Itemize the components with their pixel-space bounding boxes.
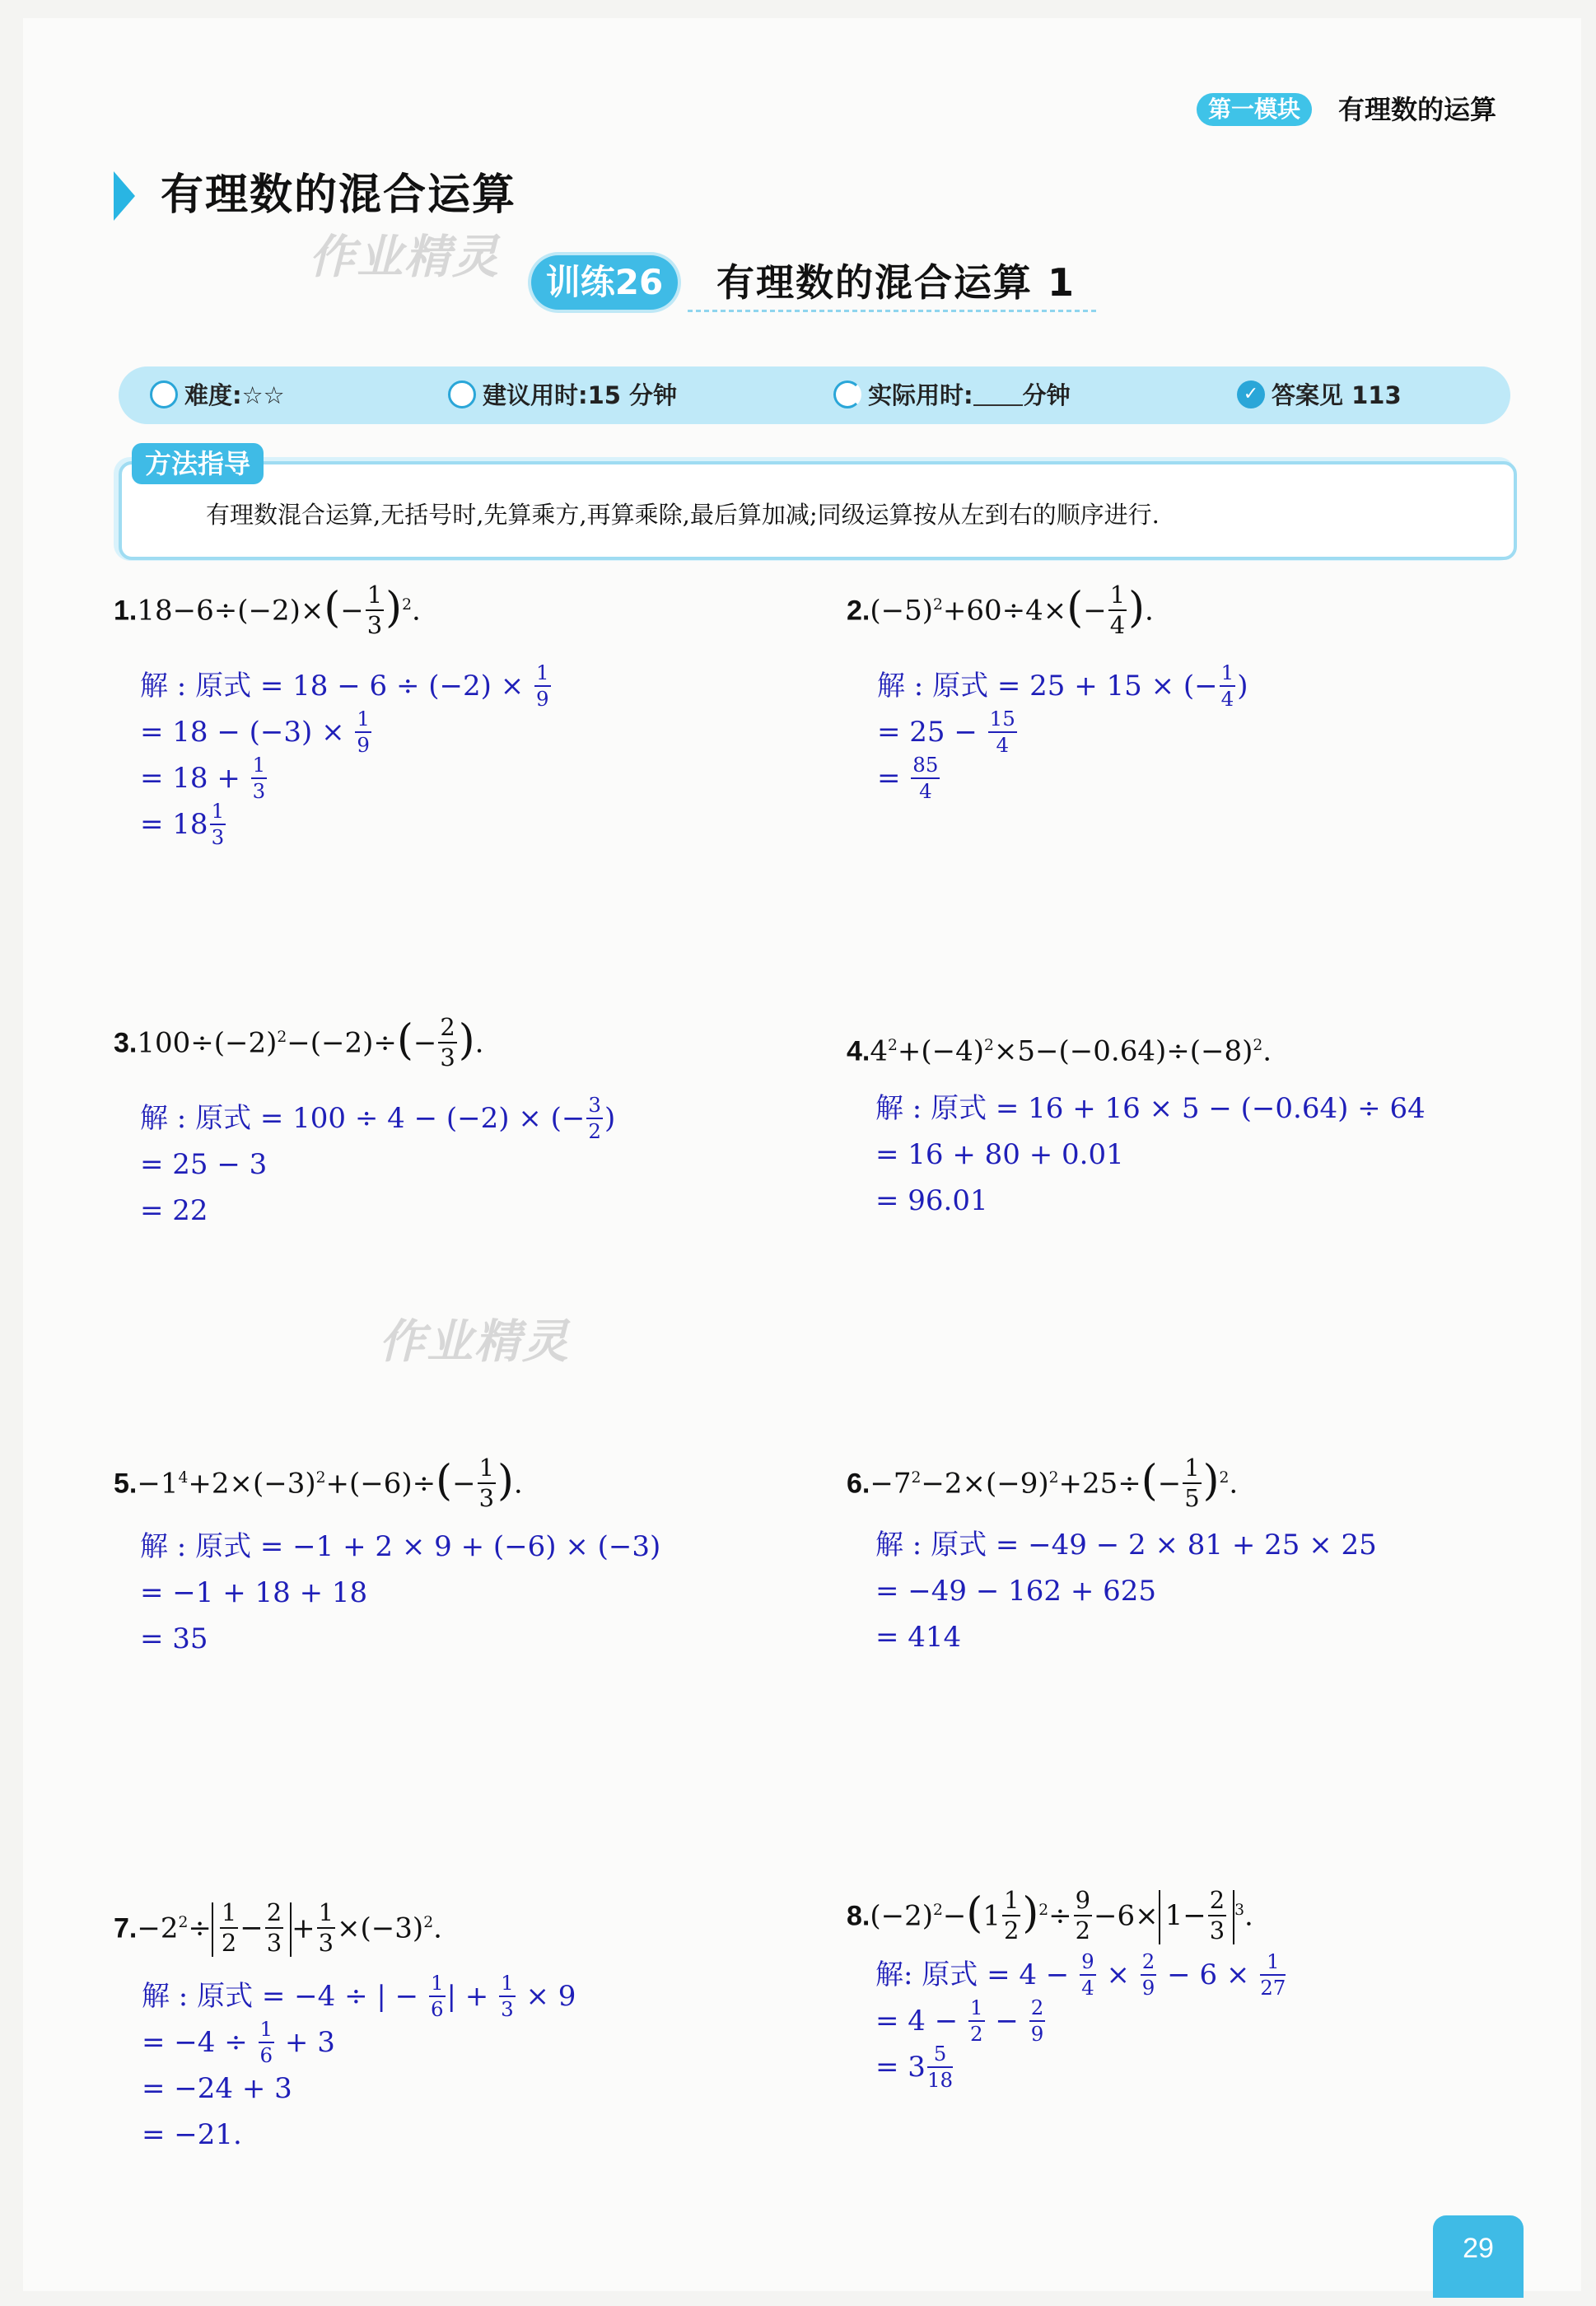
numerator: 1 (1260, 1952, 1286, 1976)
paren: ) (1202, 1457, 1220, 1506)
exponent: 2 (888, 1037, 898, 1054)
fraction (220, 1898, 238, 1958)
denominator: 2 (1075, 1916, 1091, 1945)
title-underline (688, 310, 1099, 312)
suggested-time (448, 366, 677, 424)
answer-line: − 6 × (1158, 1958, 1259, 1991)
exponent: 2 (1219, 1469, 1230, 1487)
section-title: 有理数的混合运算 (161, 170, 517, 220)
answer-7 (142, 1970, 576, 2158)
expr: +2×(−3) (188, 1467, 316, 1501)
fraction (1002, 1888, 1020, 1943)
fraction (1208, 1888, 1226, 1943)
numerator: 2 (265, 1901, 283, 1929)
fraction (317, 1898, 335, 1958)
fraction (1074, 1888, 1092, 1943)
problem-number: 5. (114, 1468, 138, 1500)
expr: +60÷4× (942, 594, 1067, 628)
expr: −2 (137, 1912, 179, 1945)
expr: ÷ (1048, 1899, 1072, 1933)
denominator: 5 (1184, 1484, 1200, 1513)
expr: ÷ (188, 1912, 212, 1945)
exponent: 3 (1234, 1902, 1245, 1919)
answer-line: = 96.01 (875, 1184, 988, 1217)
denominator: 2 (588, 1119, 601, 1143)
answer-line: = −24 + 3 (142, 2072, 292, 2105)
exponent: 2 (933, 1902, 943, 1919)
answer-line: + 3 (276, 2026, 335, 2059)
exponent: 2 (277, 1029, 287, 1046)
watermark: 作业精灵 (309, 231, 500, 284)
numerator: 5 (927, 2044, 953, 2068)
expr: 4 (870, 1034, 888, 1068)
answer-line: − (986, 2005, 1028, 2038)
problem-number: 4. (847, 1035, 870, 1067)
fraction (1183, 1454, 1201, 1513)
actual-time-blank[interactable] (973, 388, 1023, 406)
denominator: 9 (1141, 1976, 1155, 2000)
expr: . (1244, 1899, 1253, 1933)
answer-line: × 9 (516, 1980, 576, 2013)
answer-line: ) (1237, 670, 1248, 703)
expr: 1 (982, 1899, 1001, 1933)
method-text: 有理数混合运算,无括号时,先算乘方,再算乘除,最后算加减;同级运算按从左到右的顺序进行. (206, 501, 1160, 529)
problem-number: 8. (847, 1900, 870, 1932)
fraction (429, 1970, 446, 2021)
answer-line: 解 : 原式 = −1 + 2 × 9 + (−6) × (−3) (140, 1530, 661, 1563)
numerator: 1 (317, 1901, 335, 1929)
denominator: 3 (252, 779, 266, 803)
answer-line: ) (604, 1102, 616, 1135)
numerator: 15 (988, 709, 1017, 733)
expr: +(−6)÷ (325, 1467, 436, 1501)
numerator: 2 (1141, 1952, 1157, 1976)
paren: ( (436, 1457, 453, 1506)
denominator: 27 (1260, 1976, 1286, 2000)
paren: ) (1128, 584, 1145, 633)
expr: 1− (1164, 1899, 1206, 1933)
numerator: 2 (1029, 1998, 1046, 2022)
numerator: 1 (1220, 663, 1236, 687)
numerator: 1 (220, 1901, 238, 1929)
denominator: 3 (440, 1043, 455, 1072)
denominator: 2 (970, 2022, 983, 2046)
answer-line: 解: 原式 = 4 − (875, 1958, 1079, 1991)
denominator: 3 (366, 611, 383, 640)
paren: ( (324, 584, 341, 633)
expr: . (1144, 594, 1154, 628)
numerator: 9 (1080, 1952, 1096, 1976)
answer-8 (875, 1949, 1287, 2092)
exponent: 4 (178, 1469, 189, 1487)
expr: − (942, 1899, 967, 1933)
answer-line: = 16 + 80 + 0.01 (875, 1138, 1124, 1171)
section-arrow-icon (114, 171, 135, 221)
answer-line: 解 : 原式 = 16 + 16 × 5 − (−0.64) ÷ 64 (875, 1092, 1426, 1125)
expr: 100÷(−2) (137, 1026, 278, 1060)
problem-6 (847, 1454, 1239, 1513)
answer-line: = 18 + (140, 762, 250, 795)
answer-5 (140, 1524, 660, 1662)
fraction (366, 581, 384, 640)
answer-line: = 18 − (−3) × (140, 716, 354, 749)
answer-line: × (1097, 1958, 1139, 1991)
denominator: 4 (1081, 1976, 1094, 2000)
answer-line: | + (446, 1980, 498, 2013)
answer-line: = 3 (875, 2051, 926, 2084)
fraction (586, 1092, 603, 1143)
fraction (1141, 1949, 1157, 2000)
numerator: 1 (534, 663, 551, 687)
numerator: 1 (366, 583, 384, 611)
numerator: 1 (968, 1998, 985, 2022)
numerator: 9 (1074, 1888, 1092, 1916)
training-title: 有理数的混合运算 1 (716, 260, 1076, 305)
paren: ( (1141, 1457, 1158, 1506)
fraction (1108, 581, 1127, 640)
denominator: 3 (1209, 1916, 1225, 1945)
exponent: 2 (423, 1914, 434, 1931)
absolute-value (1159, 1886, 1235, 1945)
expr: − (1157, 1467, 1182, 1501)
answer-line: = −1 + 18 + 18 (140, 1576, 368, 1609)
numerator: 1 (478, 1456, 496, 1484)
fraction (911, 752, 940, 803)
denominator: 2 (1003, 1916, 1020, 1945)
watermark: 作业精灵 (379, 1315, 570, 1369)
expr: ×5−(−0.64)÷(−8) (993, 1034, 1253, 1068)
expr: . (433, 1912, 442, 1945)
answer-6 (875, 1522, 1377, 1660)
numerator: 1 (259, 2019, 275, 2043)
denominator: 3 (318, 1929, 334, 1958)
expr: − (240, 1912, 264, 1945)
exponent: 2 (911, 1469, 922, 1487)
answer-line: 解 : 原式 = −4 ÷ | − (142, 1980, 427, 2013)
answer-line: = 18 (140, 808, 208, 841)
paren: ) (458, 1016, 475, 1066)
fraction (1029, 1995, 1046, 2046)
wifi-icon (150, 380, 178, 408)
expr: − (413, 1026, 437, 1060)
module-tag: 第一模块 (1197, 93, 1312, 126)
denominator: 4 (1220, 687, 1234, 711)
expr: . (411, 594, 421, 628)
alarm-clock-icon (448, 380, 476, 408)
answer-line: = 4 − (875, 2005, 968, 2038)
denominator: 9 (357, 733, 370, 757)
exponent: 2 (1253, 1037, 1263, 1054)
timer-icon (833, 380, 861, 408)
expr: +(−4) (897, 1034, 985, 1068)
check-icon: ✓ (1237, 380, 1265, 408)
expr: −6× (1094, 1899, 1159, 1933)
expr: ×(−3) (337, 1912, 424, 1945)
denominator: 3 (266, 1929, 282, 1958)
expr: (−5) (870, 594, 934, 628)
expr: −(−2)÷ (287, 1026, 397, 1060)
expr: − (340, 594, 364, 628)
problem-number: 1. (114, 595, 138, 627)
exponent: 2 (933, 596, 943, 614)
numerator: 1 (1108, 583, 1127, 611)
answer-line: 解 : 原式 = −49 − 2 × 81 + 25 × 25 (875, 1529, 1377, 1561)
fraction (968, 1995, 985, 2046)
problem-number: 3. (114, 1027, 138, 1059)
exponent: 2 (178, 1914, 189, 1931)
fraction (1260, 1949, 1286, 2000)
expr: 18−6÷(−2)× (137, 594, 324, 628)
expr: −1 (137, 1467, 179, 1501)
expr: − (1083, 594, 1107, 628)
denominator: 6 (259, 2043, 273, 2067)
suggested-time-label: 建议用时:15 分钟 (483, 381, 678, 409)
numerator: 1 (210, 801, 226, 825)
actual-time-unit: 分钟 (1022, 381, 1071, 409)
expr: . (474, 1026, 484, 1060)
fraction (499, 1970, 516, 2021)
problem-1 (114, 581, 421, 640)
expr: −2×(−9) (921, 1467, 1049, 1501)
fraction (926, 2041, 954, 2092)
denominator: 4 (919, 779, 932, 803)
answer-line: 解 : 原式 = 18 − 6 ÷ (−2) × (140, 670, 534, 703)
exponent: 2 (315, 1469, 326, 1487)
expr: . (1262, 1034, 1272, 1068)
problem-number: 6. (847, 1468, 870, 1500)
expr: + (292, 1912, 315, 1945)
exponent: 2 (1038, 1902, 1049, 1919)
numerator: 1 (1183, 1456, 1201, 1484)
fraction (355, 706, 371, 757)
problem-5 (114, 1454, 523, 1513)
numerator: 1 (355, 709, 371, 733)
denominator: 6 (430, 1997, 444, 2021)
problem-8 (847, 1886, 1253, 1945)
answer-3 (140, 1092, 616, 1234)
denominator: 9 (1030, 2022, 1044, 2046)
problem-3 (114, 1013, 484, 1072)
problem-7 (114, 1898, 442, 1958)
fraction (988, 706, 1017, 757)
numerator: 3 (586, 1095, 603, 1119)
paren: ( (1066, 584, 1084, 633)
fraction (1220, 660, 1236, 711)
answer-ref (1237, 366, 1402, 424)
denominator: 2 (221, 1929, 237, 1958)
answer-line: = 25 − 3 (140, 1148, 268, 1181)
page-number: 29 (1433, 2215, 1524, 2298)
answer-line: 解 : 原式 = 100 ÷ 4 − (−2) × (− (140, 1102, 586, 1135)
paren: ) (385, 584, 403, 633)
info-bar (119, 366, 1510, 424)
expr: (−2) (870, 1899, 934, 1933)
method-tag: 方法指导 (132, 443, 264, 484)
exponent: 2 (984, 1037, 994, 1054)
denominator: 3 (211, 825, 225, 849)
denominator: 4 (996, 733, 1010, 757)
answer-line: = 35 (140, 1622, 208, 1655)
answer-line: 解 : 原式 = 25 + 15 × (− (877, 670, 1218, 703)
numerator: 2 (438, 1015, 456, 1043)
actual-time-label: 实际用时: (868, 381, 973, 409)
fraction (1080, 1949, 1096, 2000)
answer-line: = 25 − (877, 716, 987, 749)
fraction (259, 2016, 275, 2067)
denominator: 3 (478, 1484, 494, 1513)
fraction (251, 752, 268, 803)
problem-2 (847, 581, 1154, 640)
numerator: 1 (1002, 1888, 1020, 1916)
absolute-value (212, 1898, 292, 1958)
numerator: 2 (1208, 1888, 1226, 1916)
fraction (478, 1454, 496, 1513)
expr: − (452, 1467, 476, 1501)
module-title: 有理数的运算 (1338, 94, 1497, 125)
numerator: 85 (911, 755, 940, 779)
answer-line: = (877, 762, 910, 795)
answer-ref-label: 答案见 113 (1272, 381, 1402, 409)
denominator: 18 (926, 2068, 954, 2092)
answer-line: = 414 (875, 1621, 962, 1654)
problem-number: 2. (847, 595, 870, 627)
problem-number: 7. (114, 1912, 138, 1944)
paren: ) (1022, 1889, 1039, 1939)
expr: +25÷ (1058, 1467, 1141, 1501)
actual-time (833, 366, 1071, 424)
expr: . (1229, 1467, 1239, 1501)
training-badge: 训练26 (531, 255, 678, 310)
denominator: 3 (501, 1997, 514, 2021)
paren: ( (396, 1016, 413, 1066)
expr: −7 (870, 1467, 912, 1501)
answer-4 (875, 1085, 1426, 1224)
exponent: 2 (402, 596, 412, 614)
numerator: 1 (499, 1973, 516, 1997)
answer-1 (140, 660, 553, 849)
denominator: 9 (536, 687, 549, 711)
answer-line: = −4 ÷ (142, 2026, 257, 2059)
paren: ) (497, 1457, 514, 1506)
fraction (265, 1898, 283, 1958)
fraction (534, 660, 551, 711)
denominator: 4 (1109, 611, 1126, 640)
difficulty (150, 366, 285, 424)
expr: . (513, 1467, 523, 1501)
exponent: 2 (1048, 1469, 1059, 1487)
difficulty-label: 难度:☆☆ (184, 381, 285, 409)
numerator: 1 (251, 755, 268, 779)
fraction (438, 1015, 456, 1070)
answer-line: = 22 (140, 1194, 208, 1227)
paren: ( (966, 1889, 983, 1939)
problem-4 (847, 1025, 1272, 1071)
numerator: 1 (429, 1973, 446, 1997)
answer-2 (877, 660, 1248, 803)
answer-line: = −21. (142, 2118, 242, 2151)
answer-line: = −49 − 162 + 625 (875, 1575, 1157, 1608)
fraction (210, 798, 226, 849)
